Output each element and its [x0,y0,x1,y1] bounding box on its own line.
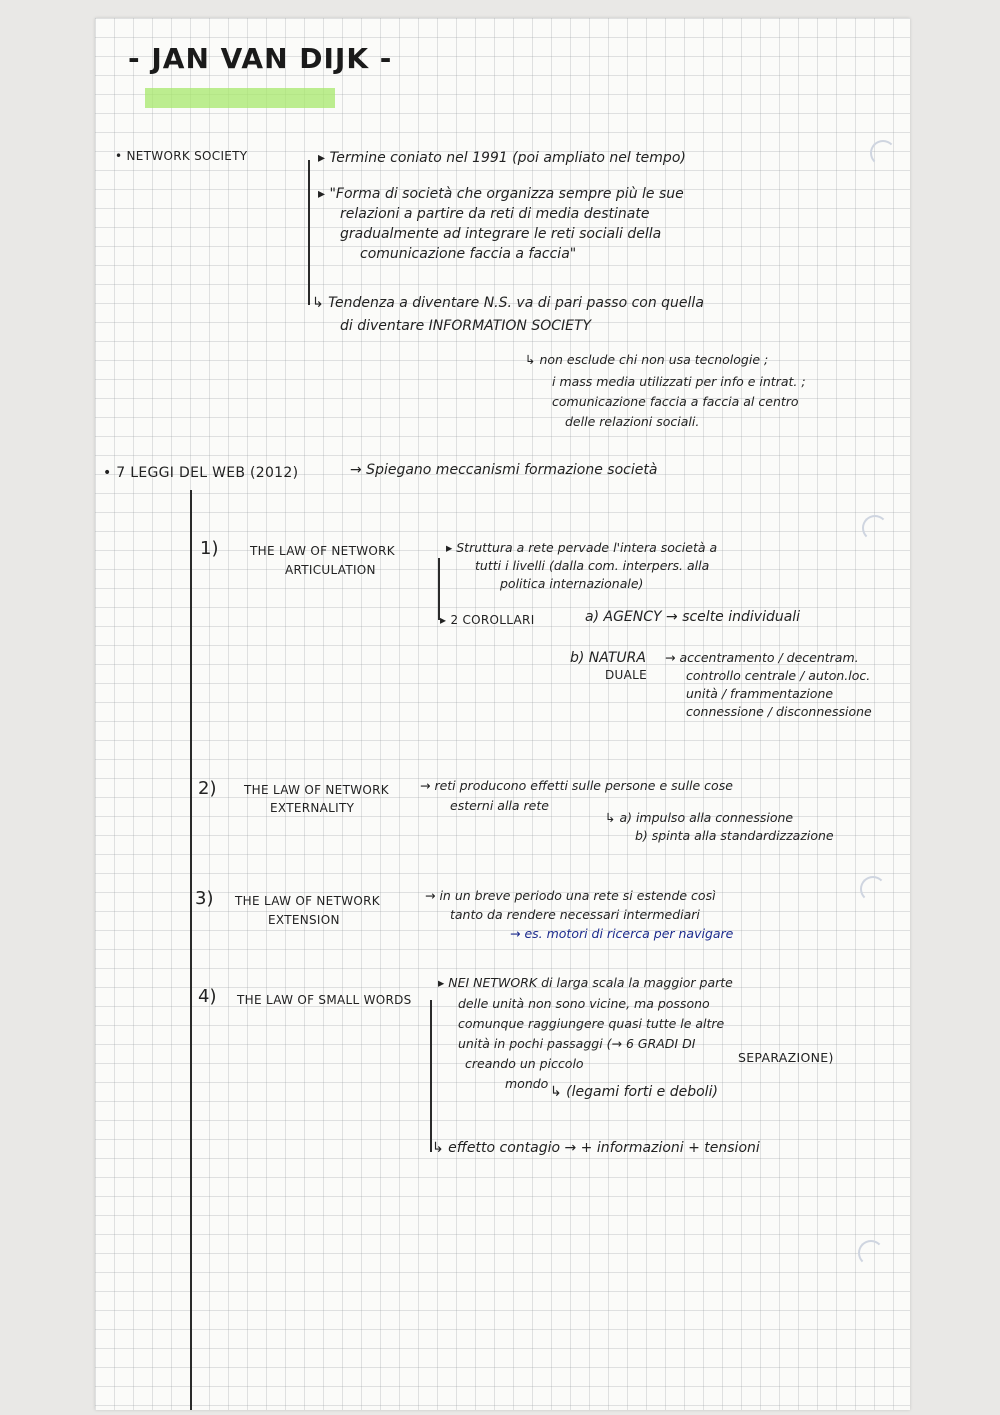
law1-number: 1) [200,538,219,559]
law4-name: THE LAW OF SMALL WORDS [237,993,412,1007]
law3-number: 3) [195,888,214,909]
law2-desc: → reti producono effetti sulle persone e sulle cose [420,778,733,793]
ns-item: di diventare INFORMATION SOCIETY [340,318,592,334]
law2-number: 2) [198,778,217,799]
law4-legami: ↳ (legami forti e deboli) [550,1084,718,1100]
ns-item: relazioni a partire da reti di media destinate [340,206,650,222]
bracket-line [308,160,310,305]
law1-natura: DUALE [605,668,647,682]
page-title: - JAN VAN DIJK - [128,42,393,75]
ring-hole [860,876,886,902]
ns-note: ↳ non esclude chi non usa tecnologie ; [525,352,769,367]
law2-item: b) spinta alla standardizzazione [635,828,834,843]
law1-desc: ▸ Struttura a rete pervade l'intera società a [446,540,718,555]
law4-desc: ▸ NEI NETWORK di larga scala la maggior parte [438,975,733,990]
law4-desc: creando un piccolo [465,1056,584,1071]
law2-name: THE LAW OF NETWORK [244,783,389,797]
ns-item: comunicazione faccia a faccia" [360,246,577,262]
ns-note: comunicazione faccia a faccia al centro [552,394,799,409]
law1-natura: b) NATURA [570,650,646,666]
section-network-society: • NETWORK SOCIETY [115,149,248,163]
ns-item: ▸ "Forma di società che organizza sempre più le sue [318,186,684,202]
ns-item: gradualmente ad integrare le reti sociali della [340,226,662,242]
bracket-line [430,1000,432,1152]
law4-separazione: SEPARAZIONE) [738,1050,834,1065]
ns-item: ↳ Tendenza a diventare N.S. va di pari passo con quella [312,295,704,311]
laws-desc: → Spiegano meccanismi formazione società [350,462,658,478]
law3-name: EXTENSION [268,913,340,927]
law4-desc: mondo [505,1076,549,1091]
law2-item: ↳ a) impulso alla connessione [605,810,794,825]
law1-agency: a) AGENCY → scelte individuali [585,609,801,625]
law4-contagio: ↳ effetto contagio → + informazioni + tensioni [432,1140,760,1156]
title-highlight [145,88,335,108]
ns-item: ▸ Termine coniato nel 1991 (poi ampliato nel tempo) [318,150,686,166]
law4-desc: unità in pochi passaggi (→ 6 GRADI DI [458,1036,696,1051]
law2-desc: esterni alla rete [450,798,549,813]
law1-natura-item: controllo centrale / auton.loc. [686,668,871,683]
law4-desc: delle unità non sono vicine, ma possono [458,996,710,1011]
law3-desc: → in un breve periodo una rete si estende così [425,888,716,903]
bracket-line [438,558,440,620]
law1-desc: politica internazionale) [500,576,644,591]
law1-natura-item: connessione / disconnessione [686,704,872,719]
law3-name: THE LAW OF NETWORK [235,894,380,908]
law3-desc: tanto da rendere necessari intermediari [450,907,700,922]
ring-hole [870,140,896,166]
main-timeline-line [190,490,192,1410]
law1-natura-item: → accentramento / decentram. [665,650,859,665]
law3-example: → es. motori di ricerca per navigare [510,926,734,941]
ring-hole [862,515,888,541]
section-7-leggi: • 7 LEGGI DEL WEB (2012) [103,465,299,481]
law1-name: THE LAW OF NETWORK [250,544,395,558]
ring-hole [858,1240,884,1266]
law1-natura-item: unità / frammentazione [686,686,834,701]
law4-number: 4) [198,986,217,1007]
ns-note: delle relazioni sociali. [565,414,700,429]
law2-name: EXTERNALITY [270,801,355,815]
law4-desc: comunque raggiungere quasi tutte le altre [458,1016,725,1031]
law1-corollari: ▸ 2 COROLLARI [440,613,535,627]
ns-note: i mass media utilizzati per info e intrat. ; [552,374,806,389]
law1-desc: tutti i livelli (dalla com. interpers. alla [475,558,710,573]
law1-name: ARTICULATION [285,563,376,577]
